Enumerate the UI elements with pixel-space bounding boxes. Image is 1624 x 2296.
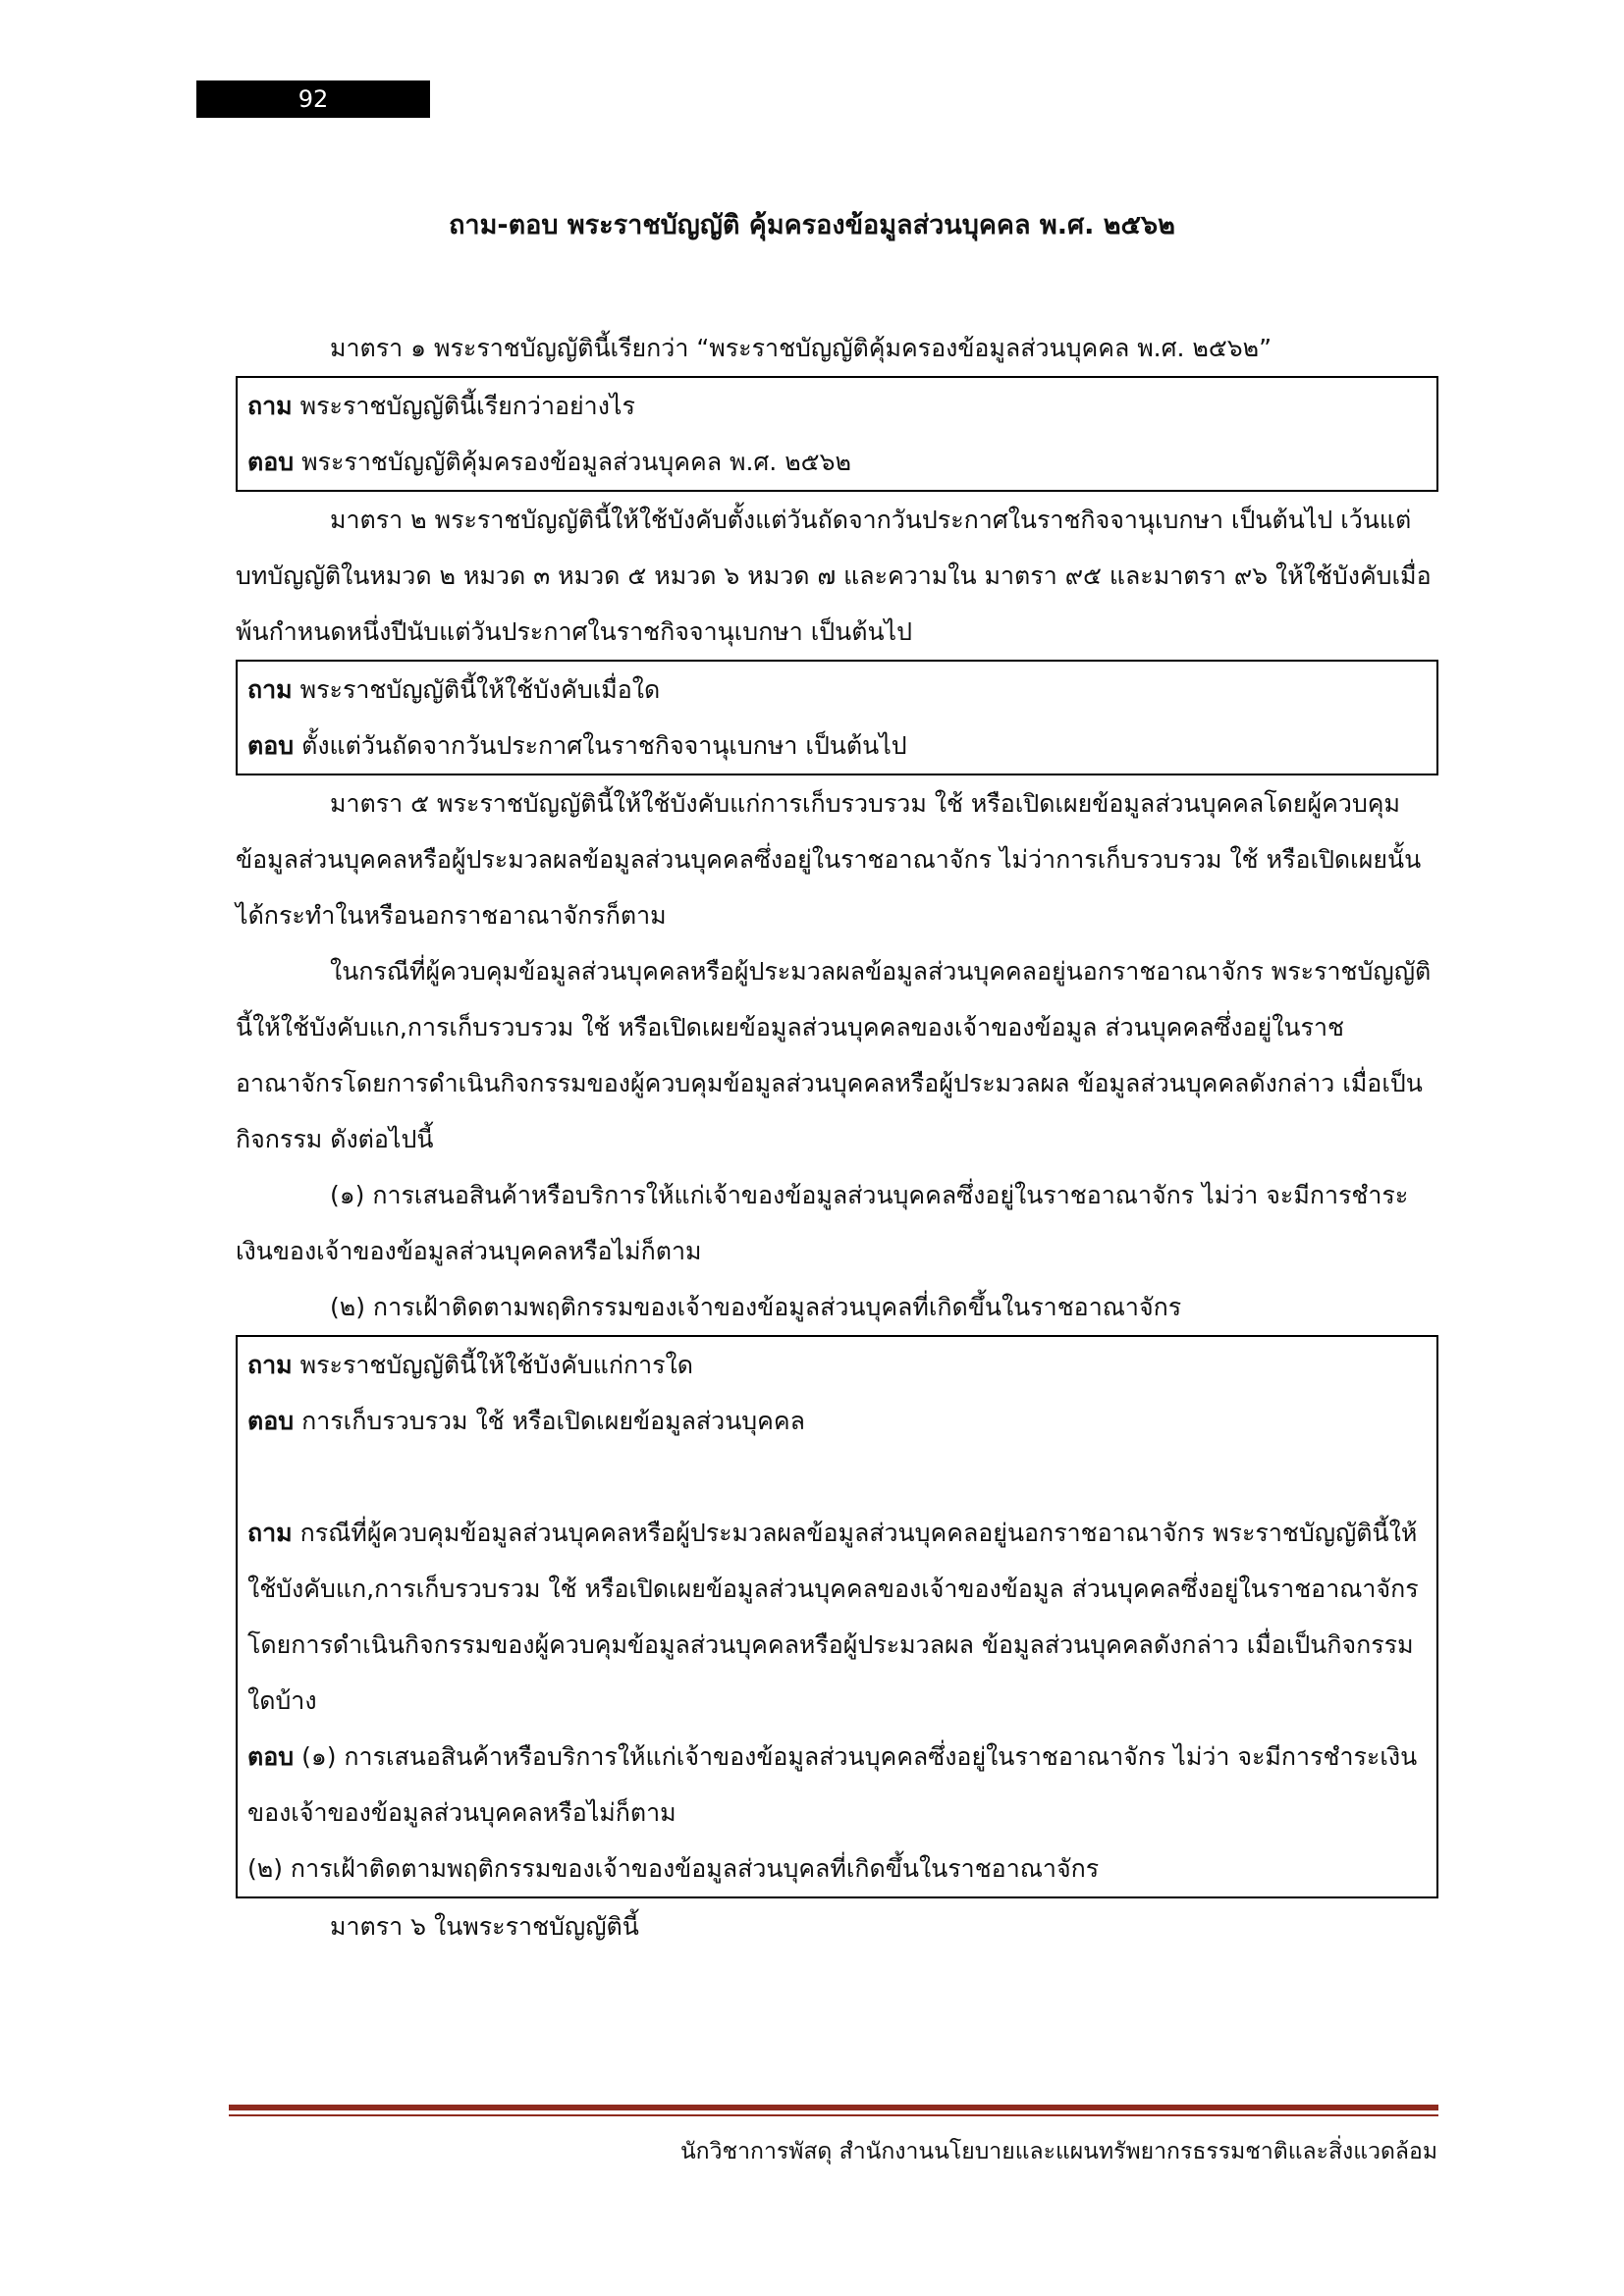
qa-box-section-1 [236,376,1438,492]
answer-text: (๑) การเสนอสินค้าหรือบริการให้แก่เจ้าของข้อมูลส่วนบุคคลซึ่งอยู่ในราชอาณาจักร ไม่ว่า จะมีการชำระเงินของเจ้าของข้อมูลส่วนบุคคลหรือไม่ก็ตาม [247,1742,1418,1827]
answer-line [247,1729,1427,1841]
footer-divider-thin [229,2114,1438,2116]
question-label: ถาม [247,1519,293,1547]
answer-line [247,434,1427,490]
section-5-paragraph-2: ในกรณีที่ผู้ควบคุมข้อมูลส่วนบุคคลหรือผู้ประมวลผลข้อมูลส่วนบุคคลอยู่นอกราชอาณาจักร พระราชบัญญัตินี้ให้ใช้บังคับแก,การเก็บรวบรวม ใช้ หรือเปิดเผยข้อมูลส่วนบุคคลของเจ้าของข้อมูล ส่วนบุคคลซึ่งอยู่ในราชอาณาจักรโดยการดำเนินกิจกรรมของผู้ควบคุมข้อมูลส่วนบุคคลหรือผู้ประมวลผล ข้อมูลส่วนบุคคลดังกล่าว เมื่อเป็นกิจกรรม ดังต่อไปนี้ [236,957,1432,1153]
answer-line [247,1393,1427,1449]
question-label: ถาม [247,392,293,420]
question-line [247,1337,1427,1393]
question-line [247,1505,1427,1729]
question-text: กรณีที่ผู้ควบคุมข้อมูลส่วนบุคคลหรือผู้ประมวลผลข้อมูลส่วนบุคคลอยู่นอกราชอาณาจักร พระราชบัญญัตินี้ให้ใช้บังคับแก,การเก็บรวบรวม ใช้ หรือเปิดเผยข้อมูลส่วนบุคคลของเจ้าของข้อมูล ส่วนบุคคลซึ่งอยู่ในราชอาณาจักรโดยการดำเนินกิจกรรมของผู้ควบคุมข้อมูลส่วนบุคคลหรือผู้ประมวลผล ข้อมูลส่วนบุคคลดังกล่าว เมื่อเป็นกิจกรรมใดบ้าง [247,1519,1419,1715]
qa-box-section-2 [236,660,1438,775]
answer-text: การเก็บรวบรวม ใช้ หรือเปิดเผยข้อมูลส่วนบุคคล [301,1407,805,1435]
qa-box-section-5 [236,1335,1438,1898]
answer-text: พระราชบัญญัติคุ้มครองข้อมูลส่วนบุคคล พ.ศ. ๒๕๖๒ [301,448,851,476]
question-text: พระราชบัญญัตินี้ให้ใช้บังคับแก่การใด [299,1351,693,1379]
answer-label: ตอบ [247,1407,295,1435]
question-text: พระราชบัญญัตินี้ให้ใช้บังคับเมื่อใด [299,675,661,704]
answer-line [247,718,1427,774]
document-body [236,320,1438,1954]
section-5-item-2: (๒) การเฝ้าติดตามพฤติกรรมของเจ้าของข้อมูลส่วนบุคลที่เกิดขึ้นในราชอาณาจักร [330,1293,1182,1321]
section-2-text: มาตรา ๒ พระราชบัญญัตินี้ให้ใช้บังคับตั้งแต่วันถัดจากวันประกาศในราชกิจจานุเบกษา เป็นต้นไป เว้นแต่บทบัญญัติในหมวด ๒ หมวด ๓ หมวด ๕ หมวด ๖ หมวด ๗ และความใน มาตรา ๙๕ และมาตรา ๙๖ ให้ใช้บังคับเมื่อพ้นกำหนดหนึ่งปีนับแต่วันประกาศในราชกิจจานุเบกษา เป็นต้นไป [236,506,1432,646]
question-label: ถาม [247,675,293,704]
question-line [247,378,1427,434]
answer-item-2: (๒) การเฝ้าติดตามพฤติกรรมของเจ้าของข้อมูลส่วนบุคลที่เกิดขึ้นในราชอาณาจักร [247,1854,1100,1883]
section-1-text: มาตรา ๑ พระราชบัญญัตินี้เรียกว่า “พระราชบัญญัติคุ้มครองข้อมูลส่วนบุคคล พ.ศ. ๒๕๖๒” [330,334,1272,362]
question-line [247,662,1427,718]
document-title: ถาม-ตอบ พระราชบัญญัติ คุ้มครองข้อมูลส่วนบุคคล พ.ศ. ๒๕๖๒ [449,210,1175,240]
section-5-item-1: (๑) การเสนอสินค้าหรือบริการให้แก่เจ้าของข้อมูลส่วนบุคคลซึ่งอยู่ในราชอาณาจักร ไม่ว่า จะมีการชำระเงินของเจ้าของข้อมูลส่วนบุคคลหรือไม่ก็ตาม [236,1181,1409,1265]
section-5-text: มาตรา ๕ พระราชบัญญัตินี้ให้ใช้บังคับแก่การเก็บรวบรวม ใช้ หรือเปิดเผยข้อมูลส่วนบุคคลโดยผู้ควบคุมข้อมูลส่วนบุคคลหรือผู้ประมวลผลข้อมูลส่วนบุคคลซึ่งอยู่ในราชอาณาจักร ไม่ว่าการเก็บรวบรวม ใช้ หรือเปิดเผยนั้น ได้กระทำในหรือนอกราชอาณาจักรก็ตาม [236,789,1422,930]
answer-label: ตอบ [247,448,295,476]
question-label: ถาม [247,1351,293,1379]
answer-text: ตั้งแต่วันถัดจากวันประกาศในราชกิจจานุเบกษา เป็นต้นไป [301,731,907,760]
footer-text: นักวิชาการพัสดุ สำนักงานนโยบายและแผนทรัพยากรธรรมชาติและสิ่งแวดล้อม [679,2139,1437,2164]
spacer [247,1449,1427,1505]
answer-label: ตอบ [247,1742,295,1771]
section-6-text: มาตรา ๖ ในพระราชบัญญัตินี้ [330,1912,639,1941]
page-number: 92 [196,80,430,118]
question-text: พระราชบัญญัตินี้เรียกว่าอย่างไร [299,392,635,420]
answer-label: ตอบ [247,731,295,760]
footer-divider [229,2105,1438,2110]
